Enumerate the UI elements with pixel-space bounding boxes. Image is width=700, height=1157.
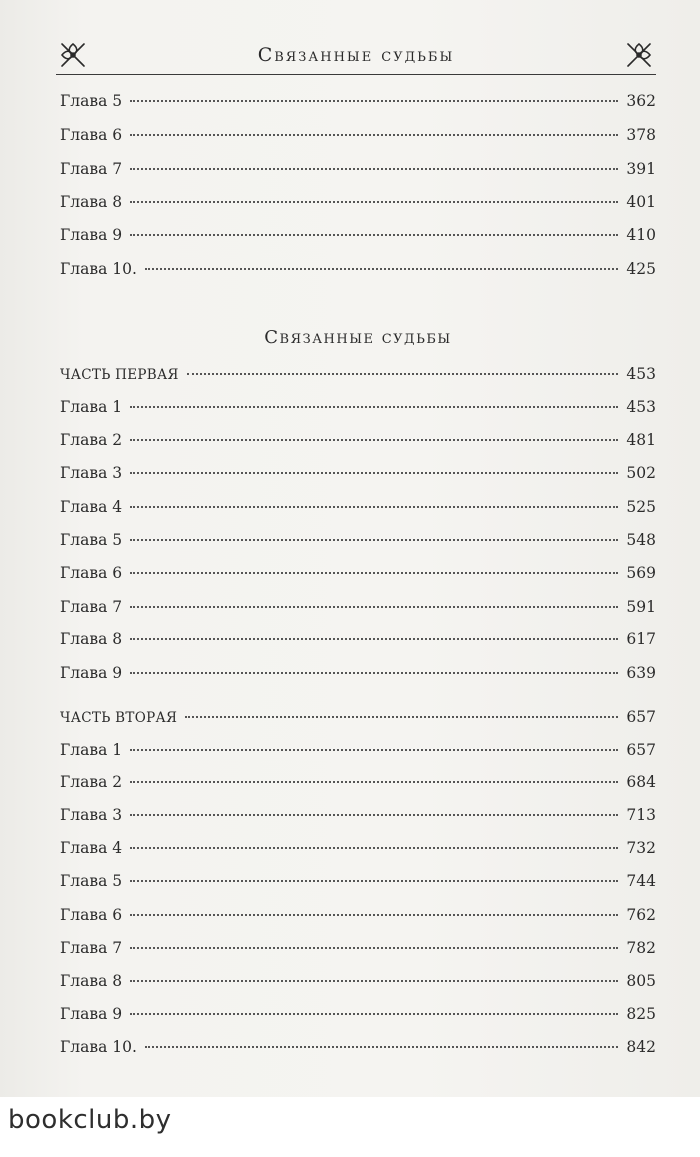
dot-leader xyxy=(130,134,618,136)
toc-entry-page: 525 xyxy=(626,498,656,516)
toc-part-page: 453 xyxy=(626,365,656,383)
toc-entry-page: 762 xyxy=(626,906,656,924)
toc-entry[interactable] xyxy=(60,872,656,896)
header-title: Связанные судьбы xyxy=(257,44,455,66)
toc-entry-page: 732 xyxy=(626,839,656,857)
dot-leader xyxy=(130,539,618,541)
toc-entry[interactable] xyxy=(60,160,656,184)
toc-entry-page: 401 xyxy=(626,193,656,211)
toc-entry-page: 425 xyxy=(626,260,656,278)
toc-entry-page: 481 xyxy=(626,431,656,449)
toc-entry-label: Глава 3 xyxy=(60,464,123,482)
toc-entry[interactable] xyxy=(60,1005,656,1029)
toc-part-page: 657 xyxy=(626,708,656,726)
toc-entry[interactable] xyxy=(60,398,656,422)
dot-leader xyxy=(130,880,618,882)
toc-entry-page: 502 xyxy=(626,464,656,482)
toc-entry-label: Глава 10. xyxy=(60,1038,137,1056)
toc-entry-label: Глава 2 xyxy=(60,431,123,449)
toc-entry-label: Глава 8 xyxy=(60,630,123,648)
dot-leader xyxy=(130,439,618,441)
toc-entry-page: 842 xyxy=(626,1038,656,1056)
watermark-text: bookclub.by xyxy=(8,1105,172,1135)
toc-entry-page: 617 xyxy=(626,630,656,648)
toc-entry-page: 362 xyxy=(626,92,656,110)
dot-leader xyxy=(130,749,618,751)
toc-entry-label: Глава 6 xyxy=(60,564,123,582)
dot-leader xyxy=(185,716,618,718)
dot-leader xyxy=(130,781,618,783)
toc-entry-label: Глава 5 xyxy=(60,92,123,110)
toc-entry-label: Глава 7 xyxy=(60,160,123,178)
toc-entry[interactable] xyxy=(60,1038,656,1062)
toc-entry-label: Глава 4 xyxy=(60,498,123,516)
dot-leader xyxy=(130,672,618,674)
toc-entry-label: Глава 9 xyxy=(60,226,123,244)
dot-leader xyxy=(130,572,618,574)
watermark-bar xyxy=(0,1097,700,1157)
dot-leader xyxy=(187,373,619,375)
dot-leader xyxy=(130,234,618,236)
toc-entry-label: Глава 5 xyxy=(60,872,123,890)
toc-entry-label: Глава 1 xyxy=(60,398,123,416)
toc-entry-label: Глава 6 xyxy=(60,126,123,144)
toc-entry-page: 410 xyxy=(626,226,656,244)
toc-entry-label: Глава 9 xyxy=(60,664,123,682)
toc-entry-label: Глава 7 xyxy=(60,598,123,616)
toc-entry-label: Глава 6 xyxy=(60,906,123,924)
toc-entry[interactable] xyxy=(60,564,656,588)
toc-entry-page: 591 xyxy=(626,598,656,616)
toc-entry[interactable] xyxy=(60,773,656,797)
dot-leader xyxy=(130,947,618,949)
toc-entry-page: 639 xyxy=(626,664,656,682)
dot-leader xyxy=(130,201,618,203)
toc-entry-page: 744 xyxy=(626,872,656,890)
toc-part-label: ЧАСТЬ ПЕРВАЯ xyxy=(60,367,179,383)
dot-leader xyxy=(130,472,618,474)
toc-entry[interactable] xyxy=(60,906,656,930)
toc-entry[interactable] xyxy=(60,92,656,116)
toc-entry[interactable] xyxy=(60,972,656,996)
toc-entry-label: Глава 10. xyxy=(60,260,137,278)
toc-entry[interactable] xyxy=(60,741,656,765)
dot-leader xyxy=(130,168,618,170)
toc-entry[interactable] xyxy=(60,464,656,488)
toc-entry[interactable] xyxy=(60,664,656,688)
toc-entry-page: 391 xyxy=(626,160,656,178)
toc-entry-label: Глава 5 xyxy=(60,531,123,549)
toc-entry[interactable] xyxy=(60,431,656,455)
toc-entry-page: 453 xyxy=(626,398,656,416)
toc-entry[interactable] xyxy=(60,193,656,217)
toc-entry[interactable] xyxy=(60,630,656,654)
toc-entry-label: Глава 8 xyxy=(60,193,123,211)
toc-entry-page: 378 xyxy=(626,126,656,144)
toc-entry-page: 713 xyxy=(626,806,656,824)
dot-leader xyxy=(130,638,618,640)
toc-entry-label: Глава 1 xyxy=(60,741,123,759)
dot-leader xyxy=(130,606,618,608)
toc-entry[interactable] xyxy=(60,598,656,622)
toc-entry-page: 825 xyxy=(626,1005,656,1023)
dot-leader xyxy=(145,1046,619,1048)
toc-entry-page: 548 xyxy=(626,531,656,549)
toc-entry-page: 684 xyxy=(626,773,656,791)
dot-leader xyxy=(130,406,618,408)
dot-leader xyxy=(145,268,619,270)
toc-entry[interactable] xyxy=(60,126,656,150)
section-title: Связанные судьбы xyxy=(264,327,452,348)
dot-leader xyxy=(130,914,618,916)
toc-entry-label: Глава 8 xyxy=(60,972,123,990)
toc-part-heading[interactable] xyxy=(60,365,656,389)
dot-leader xyxy=(130,506,618,508)
toc-entry[interactable] xyxy=(60,260,656,284)
running-header xyxy=(56,38,656,78)
dot-leader xyxy=(130,1013,618,1015)
toc-part-heading[interactable] xyxy=(60,708,656,732)
toc-part-label: ЧАСТЬ ВТОРАЯ xyxy=(60,710,178,726)
toc-entry-label: Глава 3 xyxy=(60,806,123,824)
toc-entry-page: 782 xyxy=(626,939,656,957)
toc-entry-page: 805 xyxy=(626,972,656,990)
toc-entry[interactable] xyxy=(60,226,656,250)
fleuron-right-icon xyxy=(624,40,654,70)
toc-entry[interactable] xyxy=(60,806,656,830)
toc-entry-label: Глава 7 xyxy=(60,939,123,957)
toc-entry-page: 569 xyxy=(626,564,656,582)
toc-entry[interactable] xyxy=(60,939,656,963)
dot-leader xyxy=(130,980,618,982)
toc-entry-label: Глава 4 xyxy=(60,839,123,857)
toc-entry-page: 657 xyxy=(626,741,656,759)
dot-leader xyxy=(130,847,618,849)
toc-entry[interactable] xyxy=(60,531,656,555)
toc-entry[interactable] xyxy=(60,498,656,522)
dot-leader xyxy=(130,814,618,816)
toc-entry-label: Глава 9 xyxy=(60,1005,123,1023)
toc-entry-label: Глава 2 xyxy=(60,773,123,791)
dot-leader xyxy=(130,100,618,102)
header-rule xyxy=(56,74,656,75)
toc-entry[interactable] xyxy=(60,839,656,863)
